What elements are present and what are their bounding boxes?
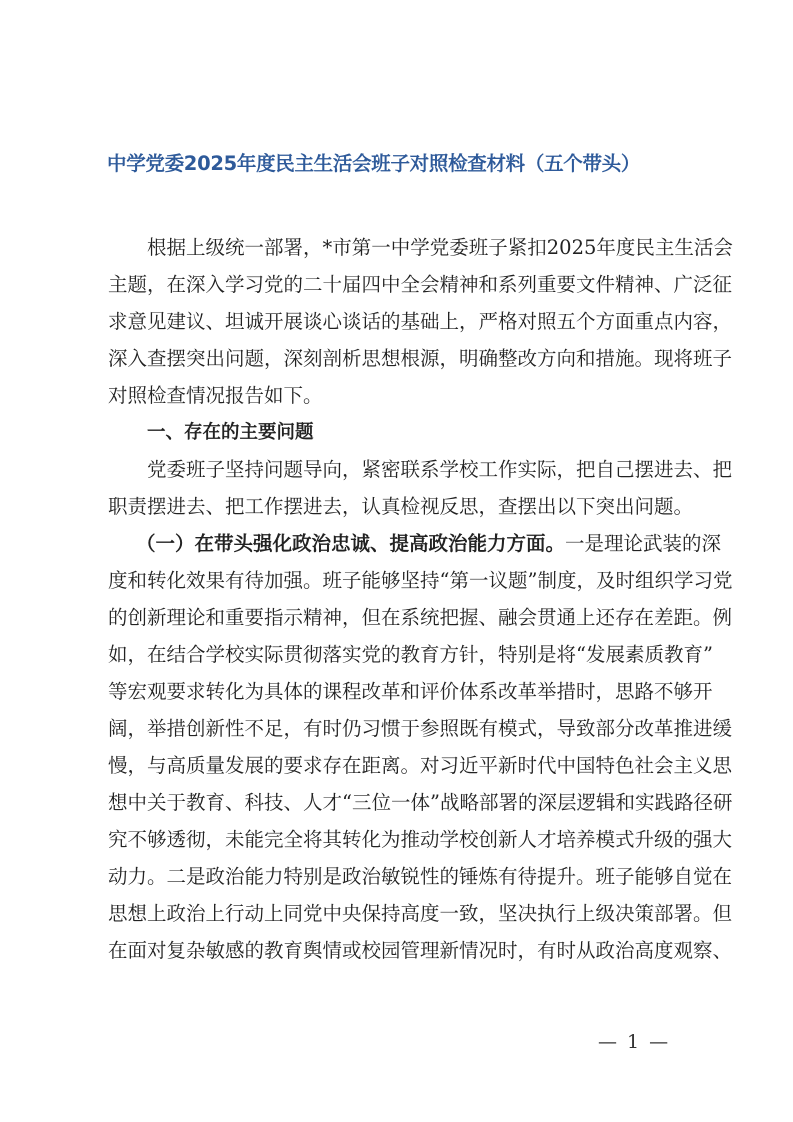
document-body [108,229,733,969]
text-line: 党委班子坚持问题导向，紧密联系学校工作实际，把自己摆进去、把 [147,458,733,481]
text-line: 等宏观要求转化为具体的课程改革和评价体系改革举措时，思路不够开 [108,680,713,703]
text-line: 求意见建议、坦诚开展谈心谈话的基础上，严格对照五个方面重点内容， [108,310,733,333]
text-line: 究不够透彻，未能完全将其转化为推动学校创新人才培养模式升级的强大 [108,828,733,851]
text-line: 对照检查情况报告如下。 [108,384,323,407]
text-line: 在面对复杂敏感的教育舆情或校园管理新情况时，有时从政治高度观察、 [108,939,733,962]
text-line: 慢，与高质量发展的要求存在距离。对习近平新时代中国特色社会主义思 [108,754,733,777]
page-number: — 1 — [598,1031,671,1053]
text-line: 度和转化效果有待加强。班子能够坚持“第一议题”制度，及时组织学习党 [108,569,733,592]
text-line [108,525,722,562]
text-line: 动力。二是政治能力特别是政治敏锐性的锤炼有待提升。班子能够自觉在 [108,865,733,888]
text-line: 想中关于教育、科技、人才“三位一体”战略部署的深层逻辑和实践路径研 [108,791,733,814]
text-line: 的创新理论和重要指示精神，但在系统把握、融会贯通上还存在差距。例 [108,606,733,629]
text-line: 如，在结合学校实际贯彻落实党的教育方针，特别是将“发展素质教育” [108,643,713,666]
text-line: 思想上政治上行动上同党中央保持高度一致，坚决执行上级决策部署。但 [108,902,733,925]
text-line: 阔，举措创新性不足，有时仍习惯于参照既有模式，导致部分改革推进缓 [108,717,733,740]
document-title: 中学党委2025年度民主生活会班子对照检查材料（五个带头） [107,152,641,175]
text-line: 根据上级统一部署，*市第一中学党委班子紧扣2025年度民主生活会 [147,236,733,259]
subsection-heading: （一）在带头强化政治忠诚、提高政治能力方面。 [136,532,566,555]
text-line: 职责摆进去、把工作摆进去，认真检视反思，查摆出以下突出问题。 [108,495,694,518]
section-intro-paragraph [108,451,733,525]
subsection-paragraph [108,525,733,969]
text-run: 一是理论武装的深 [565,532,722,555]
text-line: 主题，在深入学习党的二十届四中全会精神和系列重要文件精神、广泛征 [108,273,733,296]
intro-paragraph [108,229,733,414]
text-line: 深入查摆突出问题，深刻剖析思想根源，明确整改方向和措施。现将班子 [108,347,733,370]
section-heading: 一、存在的主要问题 [147,422,314,443]
